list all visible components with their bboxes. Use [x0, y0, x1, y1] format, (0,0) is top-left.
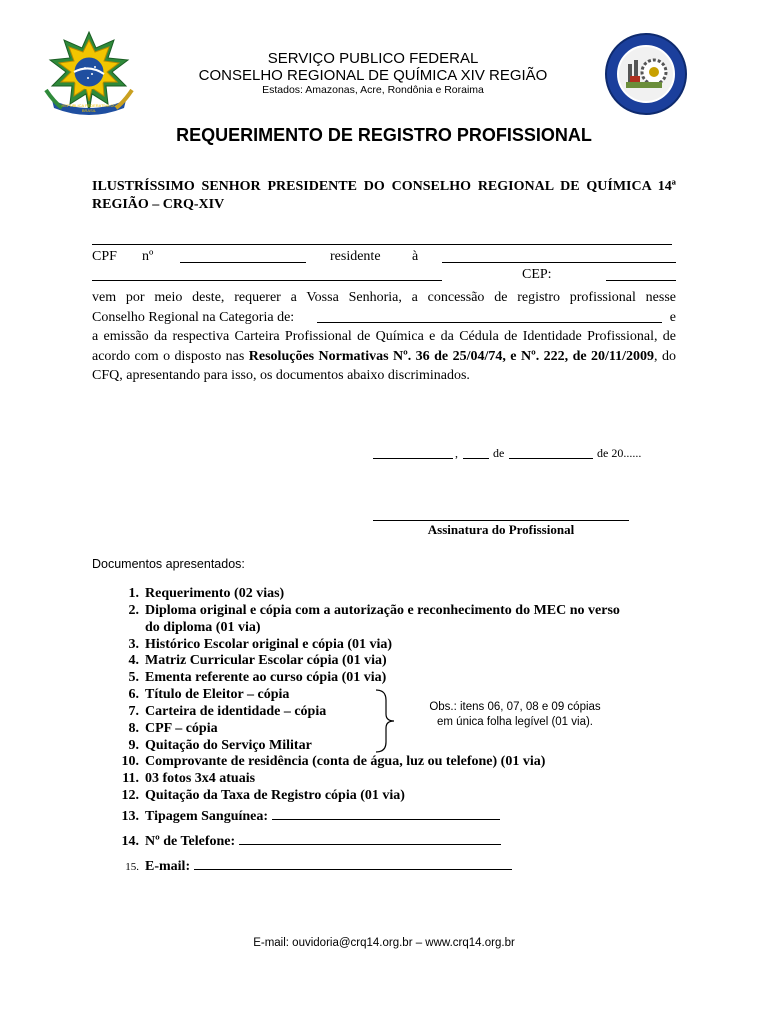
- para2-resolutions: Resoluções Normativas Nº. 36 de 25/04/74, e Nº. 222, de 20/11/2009: [248, 348, 655, 364]
- signature-field-line[interactable]: [373, 508, 629, 521]
- para2-text-a: a emissão da respectiva Carteira Profissional de Química e da Cédula de Identidade Profissional, de acordo com o disposto nas: [92, 329, 676, 364]
- address-continued-line[interactable]: [92, 266, 442, 281]
- cpf-field-line[interactable]: [180, 248, 306, 263]
- name-field-line[interactable]: [92, 232, 672, 245]
- list-item: 15. E-mail:: [113, 855, 512, 875]
- brazil-coat-of-arms: [40, 30, 138, 120]
- obs-line-1: Obs.: itens 06, 07, 08 e 09 cópias: [429, 701, 601, 713]
- resident-at-label: à: [412, 249, 419, 264]
- coat-ribbon-text: REPÚBLICA FEDERATIVA DO BRASIL: [61, 103, 117, 113]
- list-item: 5. Ementa referente ao curso cópia (01 via): [128, 670, 387, 685]
- signature-label: Assinatura do Profissional: [427, 522, 575, 537]
- cpf-no-label: nº: [142, 249, 154, 264]
- list-item: 1. Requerimento (02 vias): [128, 586, 285, 601]
- footer-contact: E-mail: ouvidoria@crq14.org.br – www.crq14.org.br: [253, 937, 515, 949]
- salutation: ILUSTRÍSSIMO SENHOR PRESIDENTE DO CONSELHO REGIONAL DE QUÍMICA 14ª REGIÃO – CRQ-XIV: [92, 179, 676, 212]
- list-item: 6. Título de Eleitor – cópia: [128, 687, 290, 702]
- header-states: Estados: Amazonas, Acre, Rondônia e Roraima: [262, 84, 484, 96]
- list-item-continuation: do diploma (01 via): [145, 620, 261, 635]
- phone-field-line[interactable]: [239, 830, 501, 845]
- list-item: 13. Tipagem Sanguínea:: [113, 805, 500, 825]
- obs-line-2: em única folha legível (01 via).: [437, 716, 593, 728]
- cep-field-line[interactable]: [606, 266, 676, 281]
- obs-note: [400, 700, 630, 730]
- category-field-line[interactable]: [317, 308, 662, 323]
- header-service: SERVIÇO PUBLICO FEDERAL: [267, 50, 479, 67]
- list-item: 8. CPF – cópia: [128, 721, 218, 736]
- email-field-line[interactable]: [194, 855, 512, 870]
- address-field-line[interactable]: [442, 248, 676, 263]
- cep-row: [92, 266, 676, 286]
- page-title: REQUERIMENTO DE REGISTRO PROFISSIONAL: [176, 125, 592, 145]
- list-item: 10. Comprovante de residência (conta de água, luz ou telefone) (01 via): [121, 754, 546, 769]
- date-line: , de de 20......: [373, 446, 693, 464]
- resident-label: residente: [330, 249, 381, 264]
- curly-brace: [374, 688, 396, 754]
- request-paragraph-1: [92, 288, 676, 327]
- list-item: 12. Quitação da Taxa de Registro cópia (01 via): [121, 788, 405, 803]
- crq-seal-logo: [604, 32, 688, 116]
- list-item: 2. Diploma original e cópia com a autorização e reconhecimento do MEC no verso: [128, 603, 620, 618]
- list-item: 14. Nº de Telefone:: [113, 830, 501, 850]
- list-item: 9. Quitação do Serviço Militar: [128, 738, 312, 753]
- list-item: 11. 03 fotos 3x4 atuais: [122, 771, 256, 786]
- date-city-field[interactable]: [373, 446, 453, 459]
- request-paragraph-2: [92, 327, 676, 386]
- list-item: 3. Histórico Escolar original e cópia (01 via): [128, 637, 393, 652]
- cep-label: CEP:: [522, 267, 552, 282]
- list-item: 4. Matriz Curricular Escolar cópia (01 via): [128, 653, 387, 668]
- para1-and: e: [669, 309, 676, 325]
- list-item: 7. Carteira de identidade – cópia: [128, 704, 327, 719]
- blood-type-field-line[interactable]: [272, 805, 500, 820]
- header-council: CONSELHO REGIONAL DE QUÍMICA XIV REGIÃO: [198, 67, 548, 84]
- para1-category-label: Conselho Regional na Categoria de:: [92, 309, 295, 325]
- date-de-1: de: [493, 446, 505, 460]
- para1-line-a: vem por meio deste, requerer a Vossa Senhoria, a concessão de registro profissional nesse: [92, 290, 676, 305]
- date-month-field[interactable]: [509, 446, 593, 459]
- documents-heading: Documentos apresentados:: [92, 557, 245, 571]
- cpf-row: [92, 248, 676, 268]
- para2-text-c: , do CFQ, apresentando para isso, os documentos abaixo discriminados.: [92, 348, 676, 383]
- date-de-2: de 20......: [597, 446, 642, 460]
- cpf-label: CPF: [92, 249, 117, 264]
- date-day-field[interactable]: [463, 446, 489, 459]
